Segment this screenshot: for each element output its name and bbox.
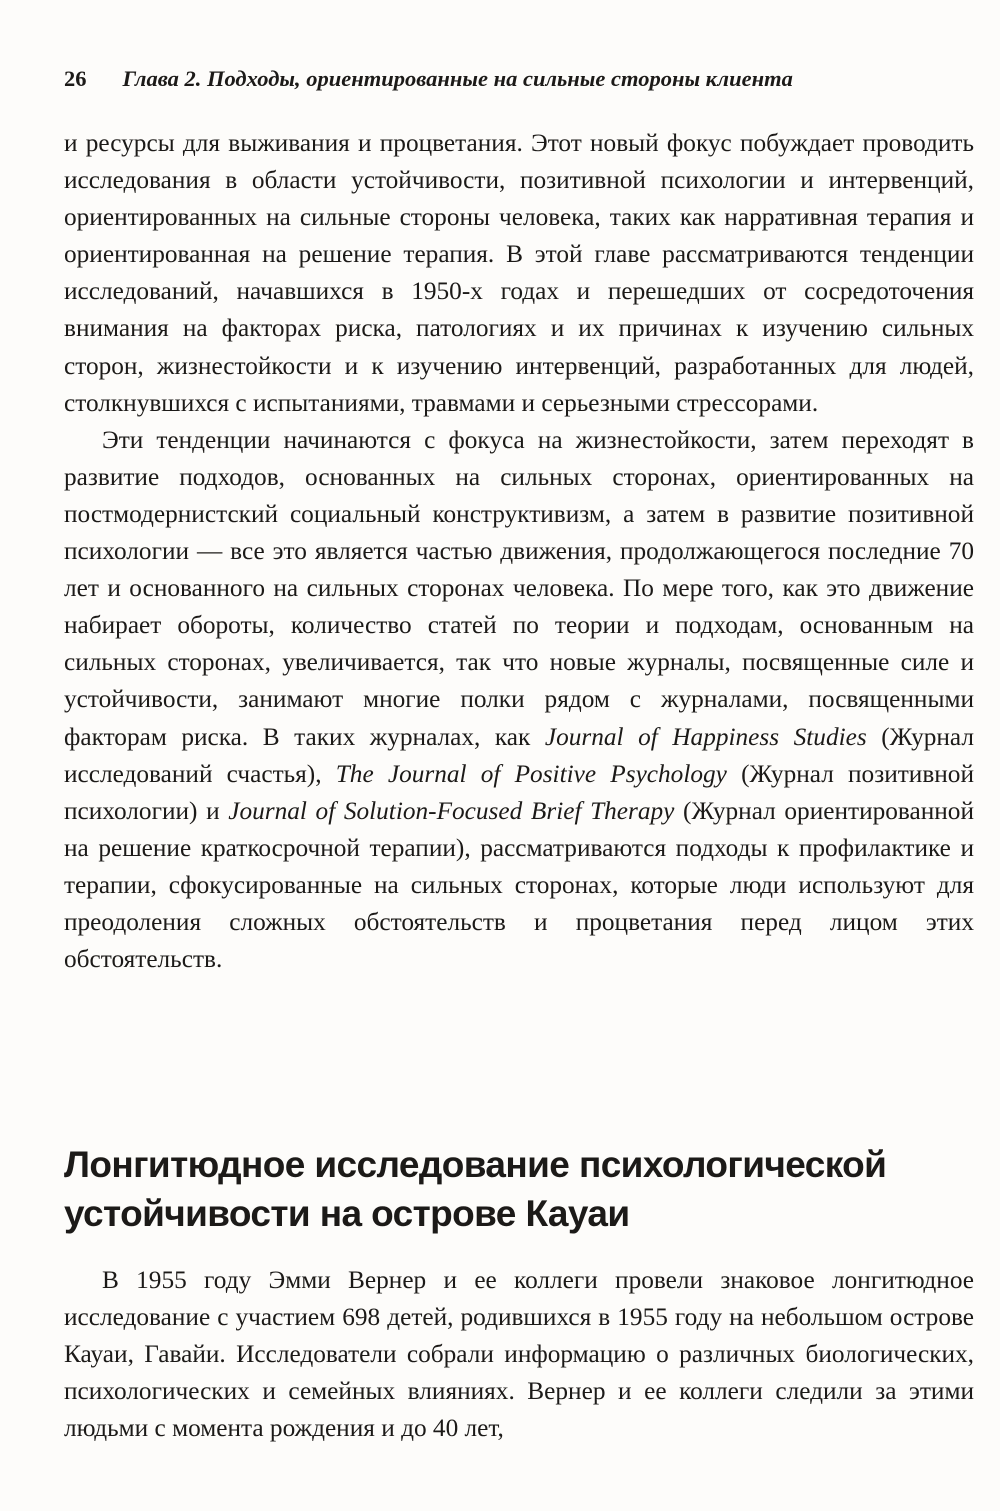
journal-title: Journal of Happiness Studies: [544, 722, 867, 751]
section-heading: Лонгитюдное исследование психологической устойчивости на острове Кауаи: [64, 1144, 887, 1234]
paragraph-text: (Журнал позитивной психологии) и: [64, 759, 974, 825]
paragraph-kauai-study: В 1955 году Эмми Вернер и ее коллеги провели знаковое лонгитюдное исследование с участием 698 детей, родившихся в 1955 году на небольшом острове Кауаи, Гавайи. Исследователи собрали информацию о различных биологических, психологических и семейных влияниях. Вернер и ее коллеги следили за этими людьми с момента рождения и до 40 лет,: [64, 1266, 974, 1443]
journal-title: Journal of Solution-Focused Brief Therapy: [228, 796, 675, 825]
running-head: [64, 66, 793, 92]
page-number: 26: [64, 66, 87, 91]
body-text-bottom: [64, 1262, 974, 1447]
paragraph-continued: и ресурсы для выживания и процветания. Этот новый фокус побуждает проводить исследования в области устойчивости, позитивной психологии и интервенций, ориентированных на сильные стороны человека, таких как нарративная терапия и ориентированная на решение терапия. В этой главе рассматриваются тенденции исследований, начавшихся в 1950-х годах и перешедших от сосредоточения внимания на факторах риска, патологиях и их причинах к изучению сильных сторон, жизнестойкости и к изучению интервенций, разработанных для людей, столкнувшихся с испытаниями, травмами и серьезными стрессорами.: [64, 129, 974, 417]
paragraph-text: (Журнал ориентированной на решение краткосрочной терапии), рассматриваются подходы к профилактике и терапии, сфокусированные на сильных сторонах, которые люди используют для преодоления сложных обстоятельств и процветания перед лицом этих обстоятельств.: [64, 796, 974, 974]
paragraph-text: Эти тенденции начинаются с фокуса на жизнестойкости, затем переходят в развитие подходов, основанных на сильных сторонах, ориентированных на постмодернистский социальный конструктивизм, а затем в развитие позитивной психологии — все это является частью движения, продолжающегося последние 70 лет и основанного на сильных сторонах человека. По мере того, как это движение набирает обороты, количество статей по теории и подходам, основанным на сильных сторонах, увеличивается, так что новые журналы, посвященные силе и устойчивости, занимают многие полки рядом с журналами, посвященными факторам риска. В таких журналах, как: [64, 425, 974, 751]
chapter-title: Глава 2. Подходы, ориентированные на сильные стороны клиента: [122, 66, 793, 91]
paragraph-trends: [64, 422, 974, 978]
journal-title: The Journal of Positive Psychology: [335, 759, 727, 788]
paragraph-text: (Журнал исследований счастья),: [64, 722, 974, 788]
body-text-top: [64, 125, 974, 978]
